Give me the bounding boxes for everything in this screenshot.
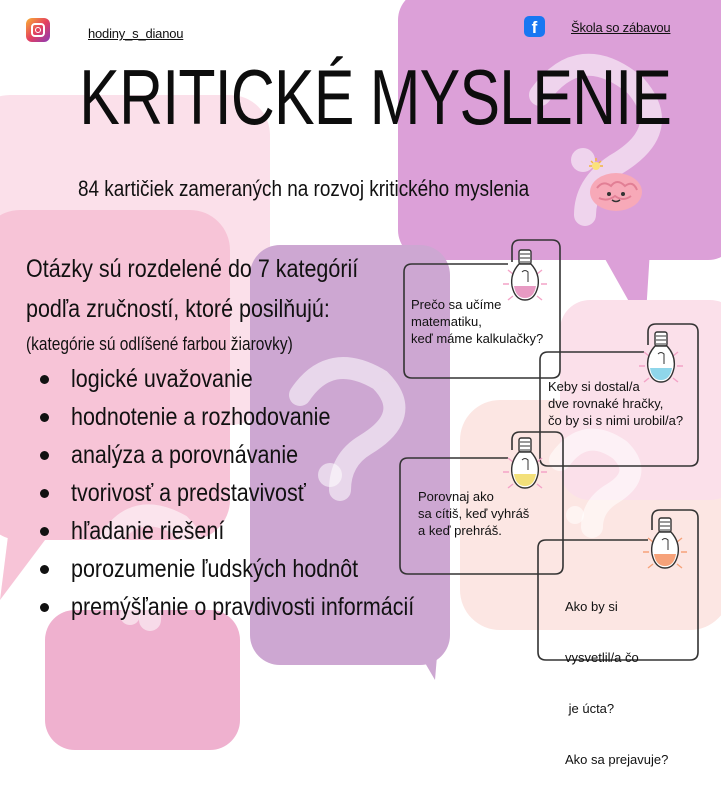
card-line: Ako sa prejavuje? bbox=[565, 752, 669, 767]
bullet-icon bbox=[40, 489, 49, 498]
question-card-3 bbox=[418, 488, 529, 539]
list-item: hodnotenie a rozhodovanie bbox=[40, 398, 470, 436]
facebook-icon[interactable]: f bbox=[524, 16, 545, 37]
list-item: analýza a porovnávanie bbox=[40, 436, 470, 474]
bullet-icon bbox=[40, 451, 49, 460]
card-line: Porovnaj ako bbox=[418, 489, 494, 504]
card-line: Prečo sa učíme bbox=[411, 297, 502, 312]
bullet-icon bbox=[40, 603, 49, 612]
intro-line-1: Otázky sú rozdelené do 7 kategórií bbox=[26, 255, 359, 283]
instagram-handle-link[interactable]: hodiny_s_dianou bbox=[88, 26, 184, 41]
card-line: Keby si dostal/a bbox=[548, 379, 640, 394]
question-card-1 bbox=[411, 296, 543, 347]
list-item: premýšľanie o pravdivosti informácií bbox=[40, 588, 470, 626]
subtitle: 84 kartičiek zameraných na rozvoj kritického myslenia bbox=[78, 176, 530, 201]
bullet-icon bbox=[40, 375, 49, 384]
card-line: dve rovnaké hračky, bbox=[548, 396, 664, 411]
facebook-page-link[interactable]: Škola so zábavou bbox=[571, 20, 671, 35]
list-item: tvorivosť a predstavivosť bbox=[40, 474, 470, 512]
intro-line-2: podľa zručností, ktoré posilňujú: bbox=[26, 295, 330, 323]
card-line: vysvetlil/a čo bbox=[565, 650, 639, 665]
question-card-4 bbox=[565, 564, 668, 802]
category-list bbox=[40, 360, 470, 626]
list-item: hľadanie riešení bbox=[40, 512, 470, 550]
bullet-icon bbox=[40, 527, 49, 536]
card-line: matematiku, bbox=[411, 314, 482, 329]
bullet-icon bbox=[40, 565, 49, 574]
page-title: KRITICKÉ MYSLENIE bbox=[79, 53, 672, 141]
card-line: Ako by si bbox=[565, 599, 618, 614]
instagram-icon-lens bbox=[35, 27, 41, 33]
instagram-icon[interactable] bbox=[26, 18, 50, 42]
question-card-2 bbox=[548, 378, 683, 429]
intro-note: (kategórie sú odlíšené farbou žiarovky) bbox=[26, 334, 293, 354]
brain-icon bbox=[585, 158, 647, 216]
speech-bubble-shape bbox=[45, 610, 240, 750]
card-line: čo by si s nimi urobil/a? bbox=[548, 413, 684, 428]
bullet-icon bbox=[40, 413, 49, 422]
card-line: sa cítiš, keď vyhráš bbox=[418, 506, 530, 521]
card-line: keď máme kalkulačky? bbox=[411, 331, 544, 346]
card-line: a keď prehráš. bbox=[418, 523, 502, 538]
card-line: je úcta? bbox=[565, 701, 615, 716]
list-item: porozumenie ľudských hodnôt bbox=[40, 550, 470, 588]
list-item: logické uvažovanie bbox=[40, 360, 470, 398]
